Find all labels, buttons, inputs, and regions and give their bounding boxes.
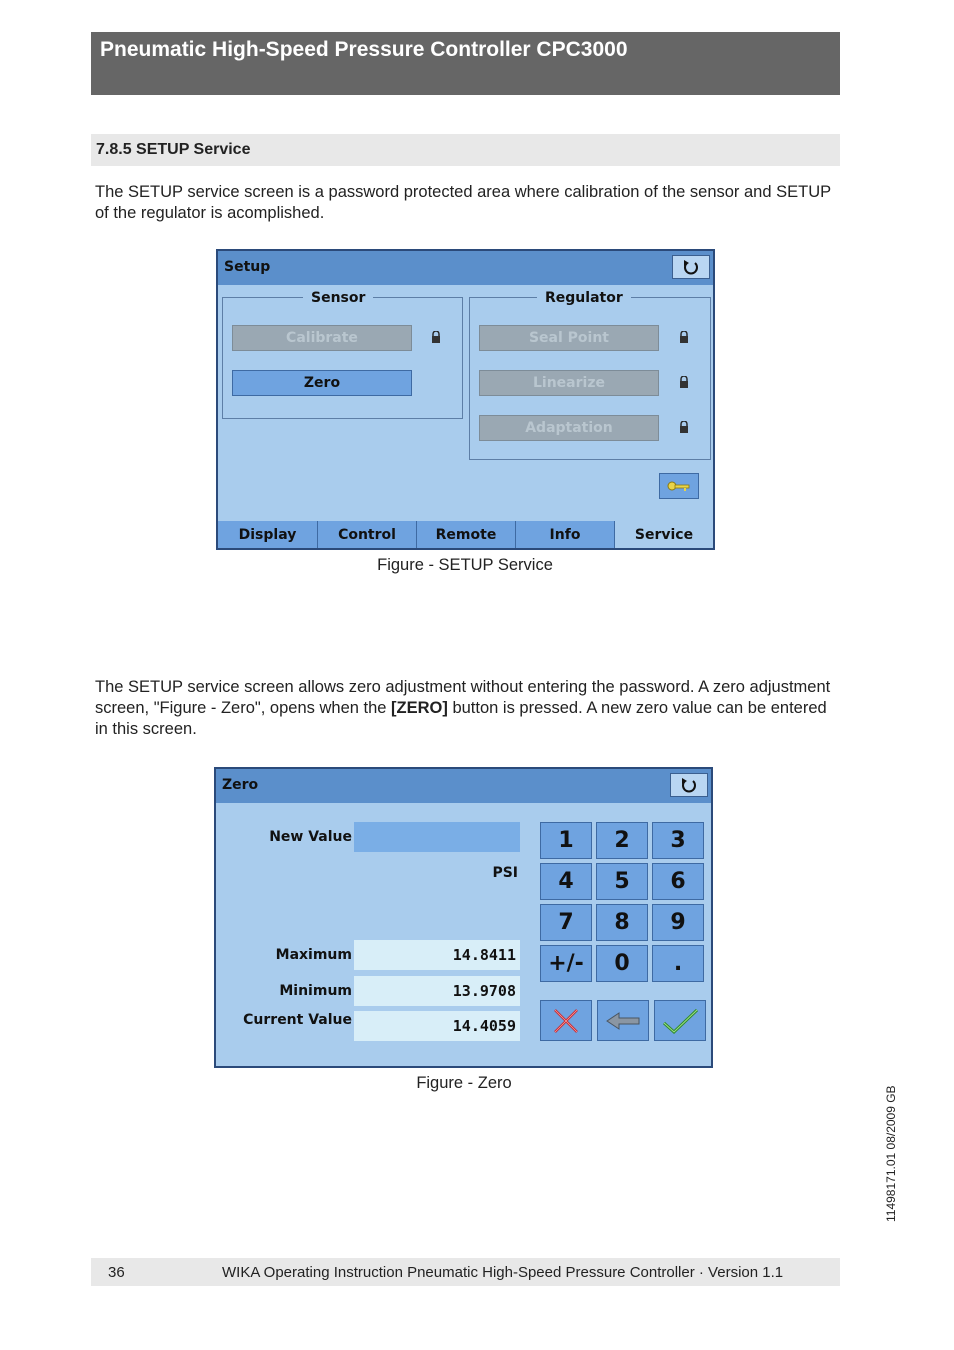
key-1[interactable]: 1 [540, 822, 592, 859]
key-4[interactable]: 4 [540, 863, 592, 900]
minimum-value: 13.9708 [354, 976, 520, 1006]
key-6[interactable]: 6 [652, 863, 704, 900]
document-title: Pneumatic High-Speed Pressure Controller CPC3000 [100, 38, 628, 61]
new-value-label: New Value [269, 829, 352, 845]
sensor-group [222, 290, 463, 419]
current-value: 14.4059 [354, 1011, 520, 1041]
unit-label: PSI [492, 865, 518, 881]
key-7[interactable]: 7 [540, 904, 592, 941]
setup-title: Setup [224, 259, 271, 275]
figure-caption-zero: Figure - Zero [416, 1074, 512, 1092]
zero-paragraph [95, 677, 835, 740]
cancel-icon [551, 1007, 581, 1035]
intro-paragraph: The SETUP service screen is a password protected area where calibration of the sensor and SETUP of the regulator is acomplished. [95, 183, 831, 222]
key-decimal[interactable]: . [652, 945, 704, 982]
lock-icon [679, 376, 689, 388]
refresh-button[interactable] [672, 255, 710, 279]
zero-titlebar [216, 769, 711, 803]
section-title: 7.8.5 SETUP Service [96, 141, 251, 158]
maximum-value: 14.8411 [354, 940, 520, 970]
refresh-button[interactable] [670, 773, 708, 797]
lock-icon [679, 421, 689, 433]
refresh-icon [679, 777, 699, 793]
para-text: The SETUP service screen allows zero adjustment without entering the password. A zero adjustment screen, "Figure - Zero", opens when the [95, 678, 831, 717]
zero-title: Zero [222, 777, 259, 793]
lock-icon [431, 331, 441, 343]
zero-button[interactable]: Zero [232, 370, 412, 396]
key-2[interactable]: 2 [596, 822, 648, 859]
key-0[interactable]: 0 [596, 945, 648, 982]
key-icon [667, 480, 691, 492]
current-value-label: Current Value [243, 1012, 352, 1028]
tab-display[interactable]: Display [218, 521, 318, 548]
lock-icon [679, 331, 689, 343]
key-8[interactable]: 8 [596, 904, 648, 941]
seal-point-button[interactable]: Seal Point [479, 325, 659, 351]
linearize-button[interactable]: Linearize [479, 370, 659, 396]
tab-info[interactable]: Info [516, 521, 615, 548]
adaptation-button[interactable]: Adaptation [479, 415, 659, 441]
zero-screen [214, 767, 713, 1068]
tab-bar [218, 521, 713, 548]
document-code: 11498171.01 08/2009 GB [884, 1085, 898, 1222]
zero-keyword: [ZERO] [391, 699, 448, 717]
cancel-button[interactable] [540, 1000, 592, 1041]
key-plus-minus[interactable]: +/- [540, 945, 592, 982]
tab-control[interactable]: Control [318, 521, 417, 548]
refresh-icon [681, 259, 701, 275]
page-number: 36 [108, 1264, 125, 1281]
key-9[interactable]: 9 [652, 904, 704, 941]
calibrate-button[interactable]: Calibrate [232, 325, 412, 351]
maximum-label: Maximum [275, 947, 352, 963]
setup-titlebar [218, 251, 713, 285]
tab-service[interactable]: Service [615, 521, 713, 548]
confirm-icon [661, 1007, 699, 1035]
password-key-button[interactable] [659, 473, 699, 499]
setup-screen [216, 249, 715, 550]
new-value-input[interactable] [354, 822, 520, 852]
regulator-legend: Regulator [537, 290, 631, 306]
footer-text: WIKA Operating Instruction Pneumatic High-Speed Pressure Controller · Version 1.1 [222, 1264, 784, 1281]
confirm-button[interactable] [654, 1000, 706, 1041]
key-5[interactable]: 5 [596, 863, 648, 900]
para-text: button is pressed. A new zero value can be entered in this screen. [95, 699, 827, 738]
key-3[interactable]: 3 [652, 822, 704, 859]
backspace-icon [605, 1011, 641, 1031]
backspace-button[interactable] [597, 1000, 649, 1041]
sensor-legend: Sensor [303, 290, 373, 306]
minimum-label: Minimum [279, 983, 352, 999]
figure-caption-setup: Figure - SETUP Service [377, 556, 553, 574]
tab-remote[interactable]: Remote [417, 521, 516, 548]
